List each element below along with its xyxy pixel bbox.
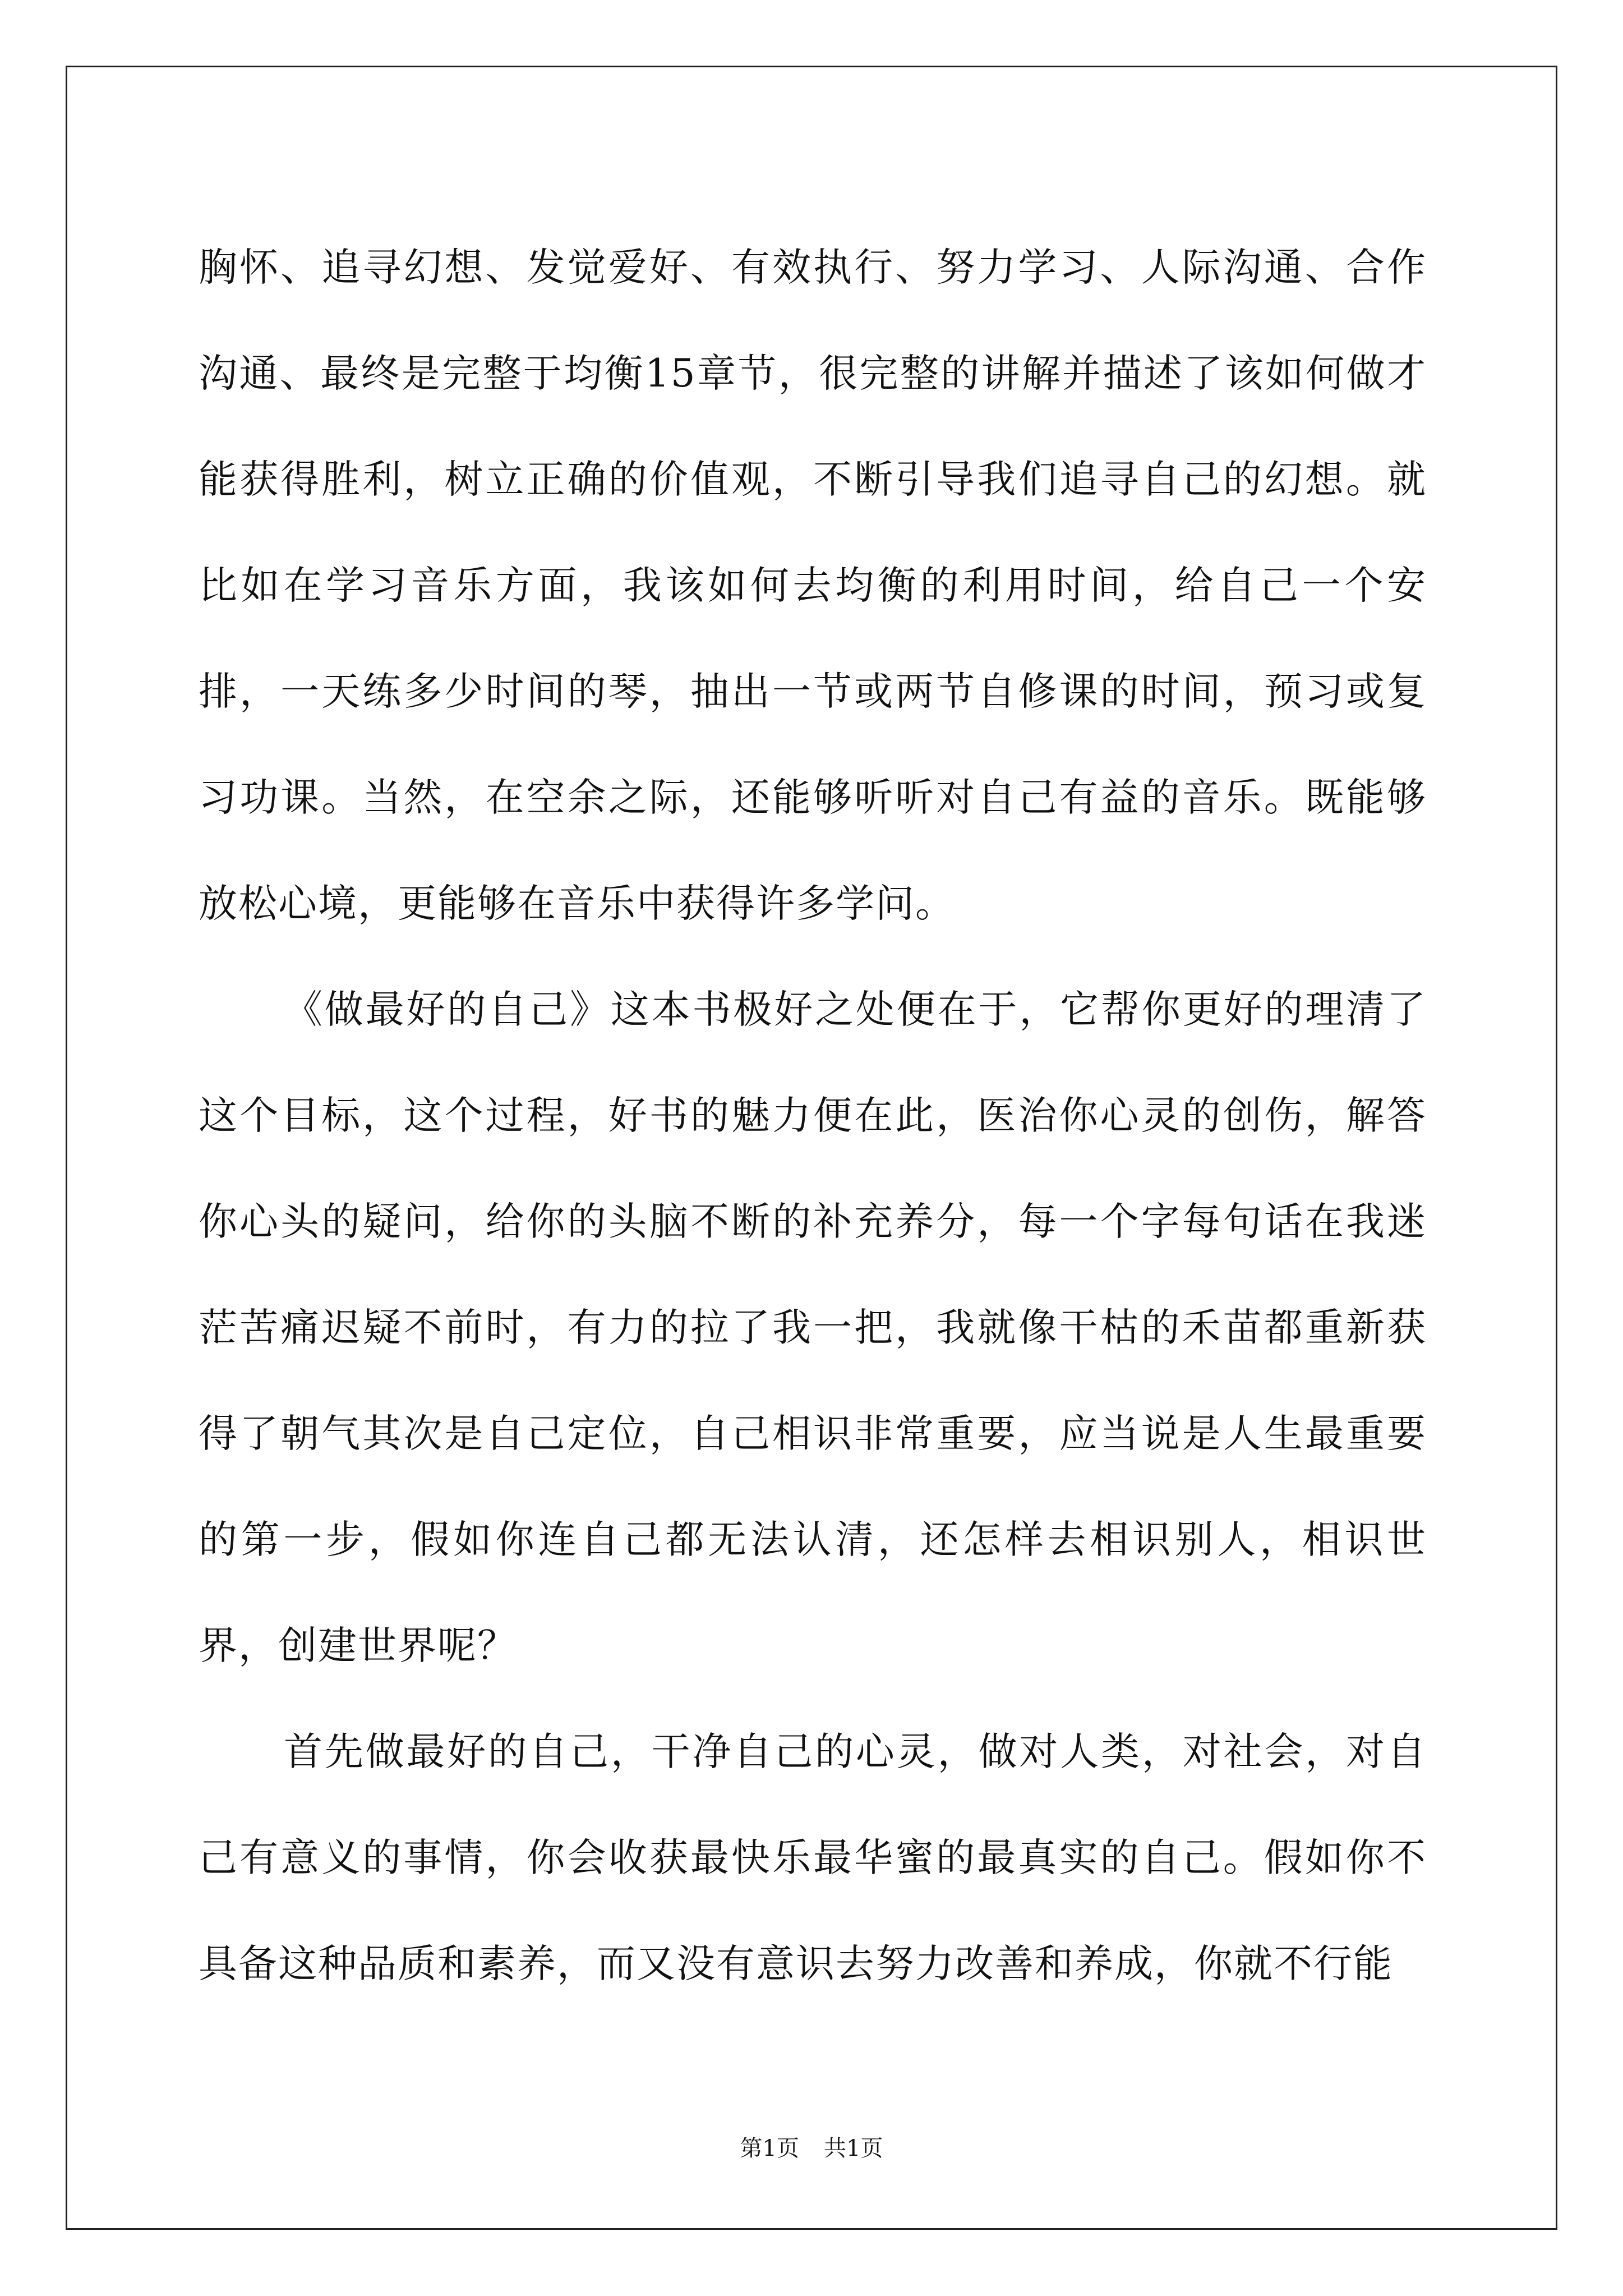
page-number-total: 共1页 — [824, 2136, 883, 2161]
paragraph-2: 《做最好的自己》这本书极好之处便在于，它帮你更好的理清了这个目标，这个过程，好书的魅力便在此，医治你心灵的创伤，解答你心头的疑问，给你的头脑不断的补充养分，每一个字每句话在我迷茫苦痛迟疑不前时，有力的拉了我一把，我就像干枯的禾苗都重新获得了朝气其次是自己定位，自己相识非常重要，应当说是人生最重要的第一步，假如你连自己都无法认清，还怎样去相识别人，相识世界，创建世界呢？ — [199, 987, 1427, 1668]
page-footer — [0, 2132, 1623, 2165]
paragraph-1: 胸怀、追寻幻想、发觉爱好、有效执行、努力学习、人际沟通、合作沟通、最终是完整于均衡15章节，很完整的讲解并描述了该如何做才能获得胜利，树立正确的价值观，不断引导我们追寻自己的幻想。就比如在学习音乐方面，我该如何去均衡的利用时间，给自己一个安排，一天练多少时间的琴，抽出一节或两节自修课的时间，预习或复习功课。当然，在空余之际，还能够听听对自己有益的音乐。既能够放松心境，更能够在音乐中获得许多学问。 — [199, 245, 1427, 926]
document-body — [199, 215, 1427, 2017]
paragraph-3: 首先做最好的自己，干净自己的心灵，做对人类，对社会，对自己有意义的事情，你会收获最快乐最华蜜的最真实的自己。假如你不具备这种品质和素养，而又没有意识去努力改善和养成，你就不行能 — [199, 1729, 1427, 1986]
page-number-current: 第1页 — [740, 2136, 799, 2161]
